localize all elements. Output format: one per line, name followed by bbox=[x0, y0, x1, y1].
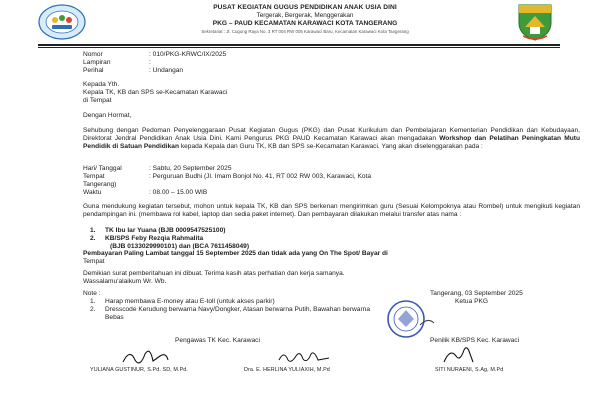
signer-1-role: Pengawas TK Kec. Karawaci bbox=[175, 337, 260, 344]
event-place-value: : Perguruan Budhi (Jl. Imam Bonjol No. 41, RT 002 RW 003, Karawaci, Kota bbox=[149, 173, 372, 180]
event-place-label: Tempat bbox=[83, 173, 105, 180]
payee-1-number: 1. bbox=[90, 227, 96, 234]
note-1-text: Harap membawa E-money atau E-toll (untuk akses parkir) bbox=[105, 298, 275, 305]
event-date-label: Hari/ Tanggal bbox=[83, 165, 122, 172]
signer-3-name: SITI NURAENI, S.Ag, M.Pd bbox=[435, 367, 504, 373]
greeting: Dengan Hormat, bbox=[83, 112, 132, 119]
signer-1-name: YULIANA GUSTINUR, S.Pd. SD, M.Pd. bbox=[90, 367, 188, 373]
letterhead-address: Sekretariat : Jl. Cugung Raya No. 3 RT 004 RW 005 Karawaci Baru, Kecamatan Karawaci Kota Tangerang bbox=[201, 29, 409, 34]
payee-2-text: KB/SPS Feby Rezqia Rahmalita bbox=[105, 235, 204, 242]
event-time-value: : 08.00 – 15.00 WIB bbox=[149, 189, 208, 196]
note-1-number: 1. bbox=[90, 298, 96, 305]
official-stamp-icon bbox=[384, 299, 438, 339]
intro-text-2: kepada Kepala dan Guru TK, KB dan SPS se-Kecamatan Karawaci. Yang akan diselenggarakan pada : bbox=[179, 143, 483, 150]
pkg-paud-logo bbox=[38, 3, 86, 41]
letterhead-divider-thin bbox=[38, 47, 560, 48]
chair-role: Ketua PKG bbox=[455, 298, 488, 305]
recipient-line-1: Kepada Yth. bbox=[83, 81, 120, 88]
perihal-label: Perihal bbox=[83, 67, 104, 74]
signer-2-name: Dra. E. HERLINA YULIAXIH, M.Pd bbox=[244, 367, 330, 373]
recipient-line-3: di Tempat bbox=[83, 97, 112, 104]
support-paragraph: Guna mendukung kegiatan tersebut, mohon untuk kepala TK, KB dan SPS berkenan mengirimkan guru (Sesuai Kelompoknya atau Rombel) untuk mengikuti kegiatan pendampingan ini. (membawa rol kabel, laptop dan sedia paket internet). Dan pembayaran dilakukan melalui transfer atas nama : bbox=[83, 203, 580, 218]
payment-deadline: Pembayaran Paling Lambat tanggal 15 September 2025 dan tidak ada yang On The Spot/ Bayar di bbox=[83, 250, 388, 257]
payee-1-text: TK Ibu Iar Yuana (BJB 0009547525100) bbox=[105, 227, 226, 234]
signature-2 bbox=[276, 348, 332, 366]
letterhead-divider-thick bbox=[38, 44, 560, 46]
recipient-line-2: Kepala TK, KB dan SPS se-Kecamatan Karawaci bbox=[83, 89, 228, 96]
intro-text-1: Sehubung dengan Pedoman Penyelenggaraan Pusat Kegiatan Gugus (PKG) dan Pusat Kurikulum dan Pembelajaran Kementerian Pendidikan dan Kebudayaan, Direktorat Jendral Pendidikan Anak Usia Dini. Kami Pengurus PKG PAUD Kecamatan Karawaci akan mengadakan bbox=[83, 127, 580, 142]
intro-paragraph bbox=[83, 127, 580, 151]
note-2-continued: Bebas bbox=[105, 314, 124, 321]
letterhead-motto: Tergerak, Bergerak, Menggerakan bbox=[256, 12, 354, 19]
letterhead-line-1: PUSAT KEGIATAN GUGUS PENDIDIKAN ANAK USIA DINI bbox=[213, 4, 397, 11]
perihal-value: : Undangan bbox=[149, 67, 184, 74]
notes-title: Note : bbox=[83, 290, 101, 297]
letterhead bbox=[0, 0, 600, 45]
event-time-label: Waktu bbox=[83, 189, 102, 196]
signature-1 bbox=[120, 346, 170, 368]
letterhead-text bbox=[110, 4, 500, 35]
note-2-number: 2. bbox=[90, 306, 96, 313]
payee-2-accounts: (BJB 0133029990101) dan (BCA 7611458049) bbox=[110, 243, 250, 250]
nomor-label: Nomor bbox=[83, 51, 103, 58]
closing-line-2: Wassalamu'alaikum Wr. Wb. bbox=[83, 278, 167, 285]
intro-event-name: Workshop dan Pelatihan Peningkatan Mutu Pendidik di Satuan Pendidikan bbox=[83, 135, 580, 150]
closing-line-1: Demikian surat pemberitahuan ini dibuat. Terima kasih atas perhatian dan kerja samanya. bbox=[83, 270, 345, 277]
note-2-text: Dresscode Kerudung berwarna Navy/Dongker, Atasan berwarna Putih, Bawahan berwarna bbox=[105, 306, 371, 313]
payment-deadline-continued: Tempat bbox=[83, 258, 105, 265]
kota-tangerang-emblem bbox=[511, 3, 559, 41]
nomor-value: : 010/PKG-KRWC/IX/2025 bbox=[149, 51, 227, 58]
signature-3 bbox=[440, 344, 476, 366]
signer-3-role: Penilik KB/SPS Kec. Karawaci bbox=[430, 337, 520, 344]
lampiran-label: Lampiran bbox=[83, 59, 111, 66]
payee-2-number: 2. bbox=[90, 235, 96, 242]
event-place-continued: Tangerang) bbox=[83, 181, 117, 188]
letterhead-org-name: PKG – PAUD KECAMATAN KARAWACI KOTA TANGERANG bbox=[212, 20, 398, 27]
place-date: Tangerang, 03 September 2025 bbox=[430, 290, 523, 297]
lampiran-value: : bbox=[149, 59, 151, 66]
event-date-value: : Sabtu, 20 September 2025 bbox=[149, 165, 232, 172]
